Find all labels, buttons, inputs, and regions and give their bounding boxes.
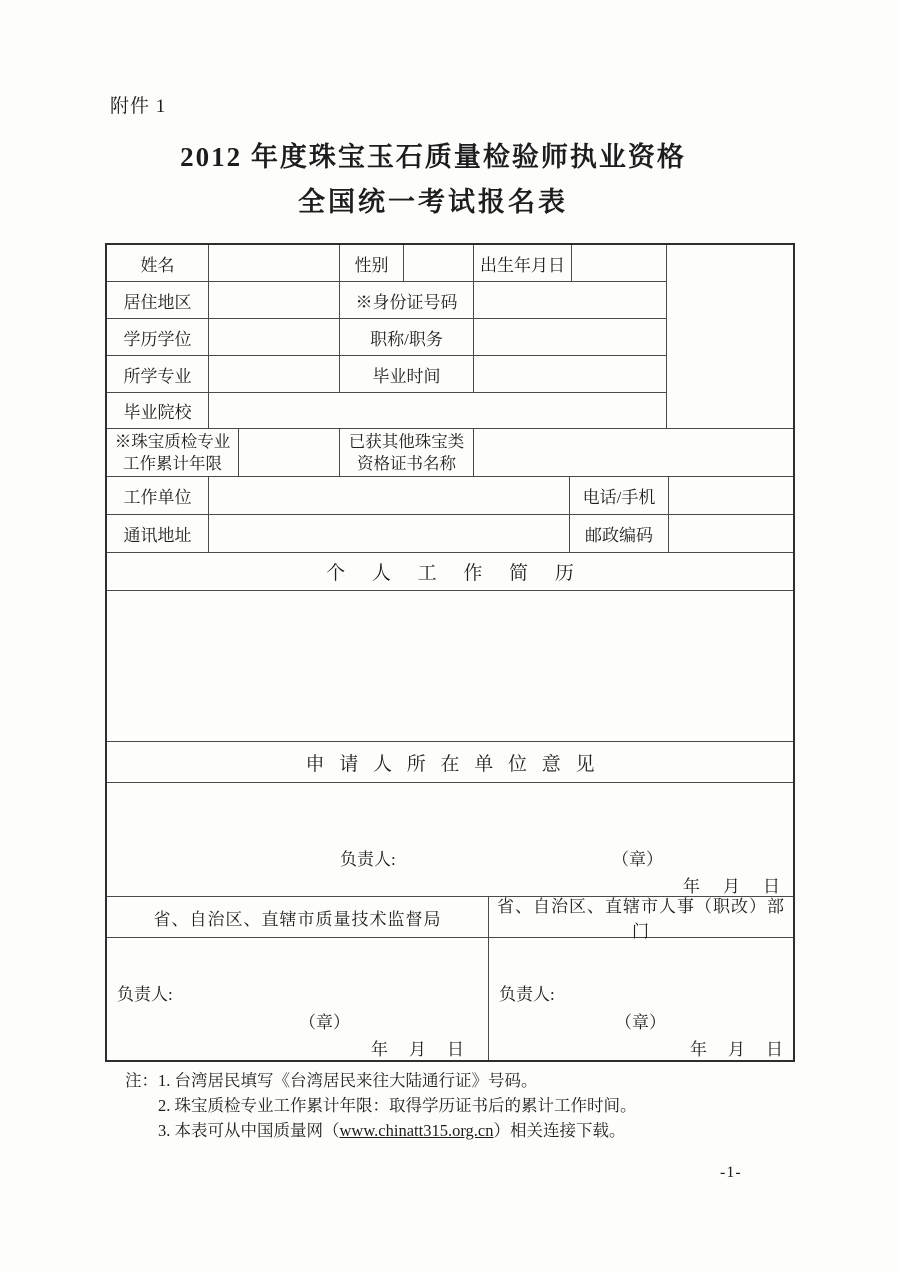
- work-history-header: 个 人 工 作 简 历: [326, 563, 585, 584]
- address-input-cell: [209, 515, 570, 552]
- quality-bureau-header: 省、自治区、直辖市质量技术监督局: [107, 897, 489, 937]
- id-number-label: ※身份证号码: [340, 282, 474, 318]
- major-input-cell: [209, 356, 340, 392]
- personnel-dept-signature-area: [489, 938, 793, 1060]
- row-major: [107, 356, 666, 393]
- job-title-input-cell: [474, 319, 666, 355]
- notes-label: 注：: [125, 1071, 158, 1090]
- work-years-label: [107, 429, 239, 476]
- graduation-time-input-cell: [474, 356, 666, 392]
- row-name: [107, 245, 666, 282]
- school-label: 毕业院校: [107, 393, 209, 428]
- date-label: 年 月 日: [690, 1040, 785, 1059]
- work-years-label-line2: 工作累计年限: [123, 453, 222, 473]
- row-employer: [107, 477, 793, 515]
- registration-form-table: [105, 243, 795, 1062]
- row-education: [107, 319, 666, 356]
- page-title-line2: 全国统一考试报名表: [298, 187, 568, 217]
- phone-label: 电话/手机: [570, 477, 669, 514]
- education-label: 学历学位: [107, 319, 209, 355]
- notes-items: [158, 1068, 637, 1143]
- other-certs-label-line1: 已获其他珠宝类: [348, 431, 465, 451]
- seal-label: （章）: [612, 850, 663, 869]
- phone-input-cell: [669, 477, 793, 514]
- authorities-signature-row: [107, 938, 793, 1060]
- employer-opinion-area: [107, 783, 793, 897]
- work-history-area: [107, 591, 793, 742]
- seal-label: （章）: [299, 1013, 350, 1032]
- employer-label: 工作单位: [107, 477, 209, 514]
- seal-label: （章）: [615, 1013, 666, 1032]
- attachment-label: 附件 1: [110, 96, 167, 117]
- note-item-2: 2. 珠宝质检专业工作累计年限：取得学历证书后的累计工作时间。: [158, 1096, 637, 1115]
- major-label: 所学专业: [107, 356, 209, 392]
- responsible-person-label: 负责人:: [499, 985, 555, 1004]
- note-url: www.chinatt315.org.cn: [339, 1121, 494, 1140]
- birthdate-input-cell: [572, 245, 666, 281]
- id-number-input-cell: [474, 282, 666, 318]
- quality-bureau-signature-area: [107, 938, 489, 1060]
- authorities-header-row: [107, 897, 793, 941]
- personnel-dept-header: 省、自治区、直辖市人事（职改）部门: [497, 897, 785, 941]
- row-residence: [107, 282, 666, 319]
- graduation-time-label: 毕业时间: [340, 356, 474, 392]
- residence-label: 居住地区: [107, 282, 209, 318]
- date-label: 年 月 日: [683, 877, 783, 896]
- name-label: 姓名: [107, 245, 209, 281]
- note-item-3-suffix: ）相关连接下载。: [493, 1121, 626, 1140]
- row-address: [107, 515, 793, 553]
- note-item-3-prefix: 3. 本表可从中国质量网（: [158, 1121, 340, 1140]
- employer-input-cell: [209, 477, 570, 514]
- personal-info-section: [107, 245, 793, 429]
- work-history-header-row: [107, 553, 793, 591]
- responsible-person-label: 负责人:: [117, 985, 173, 1004]
- date-label: 年 月 日: [371, 1040, 466, 1059]
- work-years-label-line1: ※珠宝质检专业: [114, 431, 231, 451]
- responsible-person-label: 负责人:: [340, 850, 396, 869]
- page-title-line1: 2012 年度珠宝玉石质量检验师执业资格: [180, 142, 686, 172]
- job-title-label: 职称/职务: [340, 319, 474, 355]
- birthdate-label: 出生年月日: [474, 245, 572, 281]
- school-input-cell: [209, 393, 666, 428]
- row-work-years: [107, 429, 793, 477]
- employer-opinion-header: 申 请 人 所 在 单 位 意 见: [305, 753, 600, 775]
- other-certs-label: [340, 429, 474, 476]
- postal-code-input-cell: [669, 515, 793, 552]
- name-input-cell: [209, 245, 340, 281]
- employer-opinion-header-row: [107, 742, 793, 783]
- other-certs-input-cell: [474, 429, 793, 476]
- note-item-1: 1. 台湾居民填写《台湾居民来往大陆通行证》号码。: [158, 1071, 538, 1090]
- education-input-cell: [209, 319, 340, 355]
- gender-input-cell: [404, 245, 474, 281]
- residence-input-cell: [209, 282, 340, 318]
- photo-area-cell: [666, 245, 793, 428]
- other-certs-label-line2: 资格证书名称: [357, 453, 456, 473]
- address-label: 通讯地址: [107, 515, 209, 552]
- note-item-3: [158, 1118, 637, 1143]
- footnotes: [125, 1068, 765, 1143]
- work-years-input-cell: [239, 429, 340, 476]
- gender-label: 性别: [340, 245, 404, 281]
- row-school: [107, 393, 666, 428]
- personal-info-grid: [107, 245, 666, 428]
- page-number: -1-: [720, 1164, 742, 1181]
- postal-code-label: 邮政编码: [570, 515, 669, 552]
